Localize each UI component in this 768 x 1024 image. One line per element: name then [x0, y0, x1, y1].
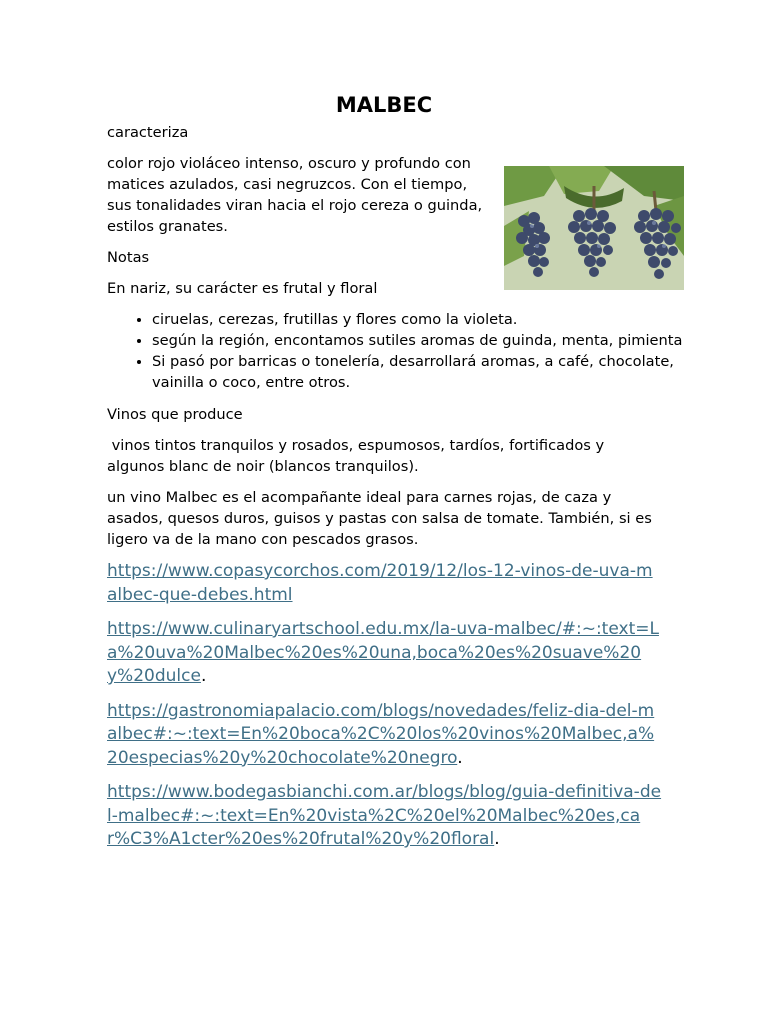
link-paragraph — [107, 700, 663, 771]
reference-links — [107, 560, 687, 852]
list-item: • ciruelas, cerezas, frutillas y flores como la violeta. — [152, 309, 708, 330]
reference-link[interactable]: https://www.culinaryartschool.edu.mx/la-uva-malbec/#:~:text=La%20uva%20Malbec%20es%20una,boca%20es%20suave%20y%20dulce — [107, 619, 659, 686]
notas-intro: En nariz, su carácter es frutal y floral — [107, 280, 378, 297]
link-suffix: . — [200, 666, 207, 686]
document-page — [107, 88, 687, 863]
grape-cluster-photo — [504, 166, 684, 290]
maridaje-text: un vino Malbec es el acompañante ideal para carnes rojas, de caza y asados, quesos duros, guisos y pastas con salsa de tomate. También, si es ligero va de la mano con pescados grasos. — [107, 489, 652, 548]
list-item: • según la región, encontamos sutiles aromas de guinda, menta, pimienta — [152, 330, 708, 351]
reference-link[interactable]: https://gastronomiapalacio.com/blogs/novedades/feliz-dia-del-malbec#:~:text=En%20boca%2C%20los%20vinos%20Malbec,a%20especias%20y%20chocolate%20negro — [107, 700, 655, 768]
document-title: MALBEC — [335, 93, 433, 117]
link-suffix: . — [457, 747, 463, 768]
caracteriza-heading: caracteriza — [107, 124, 189, 141]
notas-heading: Notas — [107, 249, 150, 266]
vinos-heading: Vinos que produce — [107, 406, 243, 423]
reference-link[interactable]: https://www.bodegasbianchi.com.ar/blogs/blog/guia-definitiva-del-malbec#:~:text=En%20vista%2C%20el%20Malbec%20es,car%C3%A1cter%20es%20frutal%20y%20floral — [107, 782, 662, 849]
link-paragraph — [107, 618, 663, 689]
notas-list — [107, 309, 708, 393]
link-paragraph — [107, 781, 663, 852]
caracteriza-text: color rojo violáceo intenso, oscuro y profundo con matices azulados, casi negruzcos. Con el tiempo, sus tonalidades viran hacia el rojo cereza o guinda, estilos granates. — [107, 155, 483, 235]
link-suffix: . — [494, 829, 500, 849]
intro-section — [107, 122, 687, 268]
list-item: • Si pasó por barricas o tonelería, desarrollará aromas, a café, chocolate, vainilla o coco, entre otros. — [152, 351, 708, 393]
vinos-text: vinos tintos tranquilos y rosados, espumosos, tardíos, fortificados y algunos blanc de noir (blancos tranquilos). — [107, 437, 609, 475]
link-paragraph — [107, 560, 663, 607]
reference-link[interactable]: https://www.copasycorchos.com/2019/12/los-12-vinos-de-uva-malbec-que-debes.html — [107, 561, 653, 605]
